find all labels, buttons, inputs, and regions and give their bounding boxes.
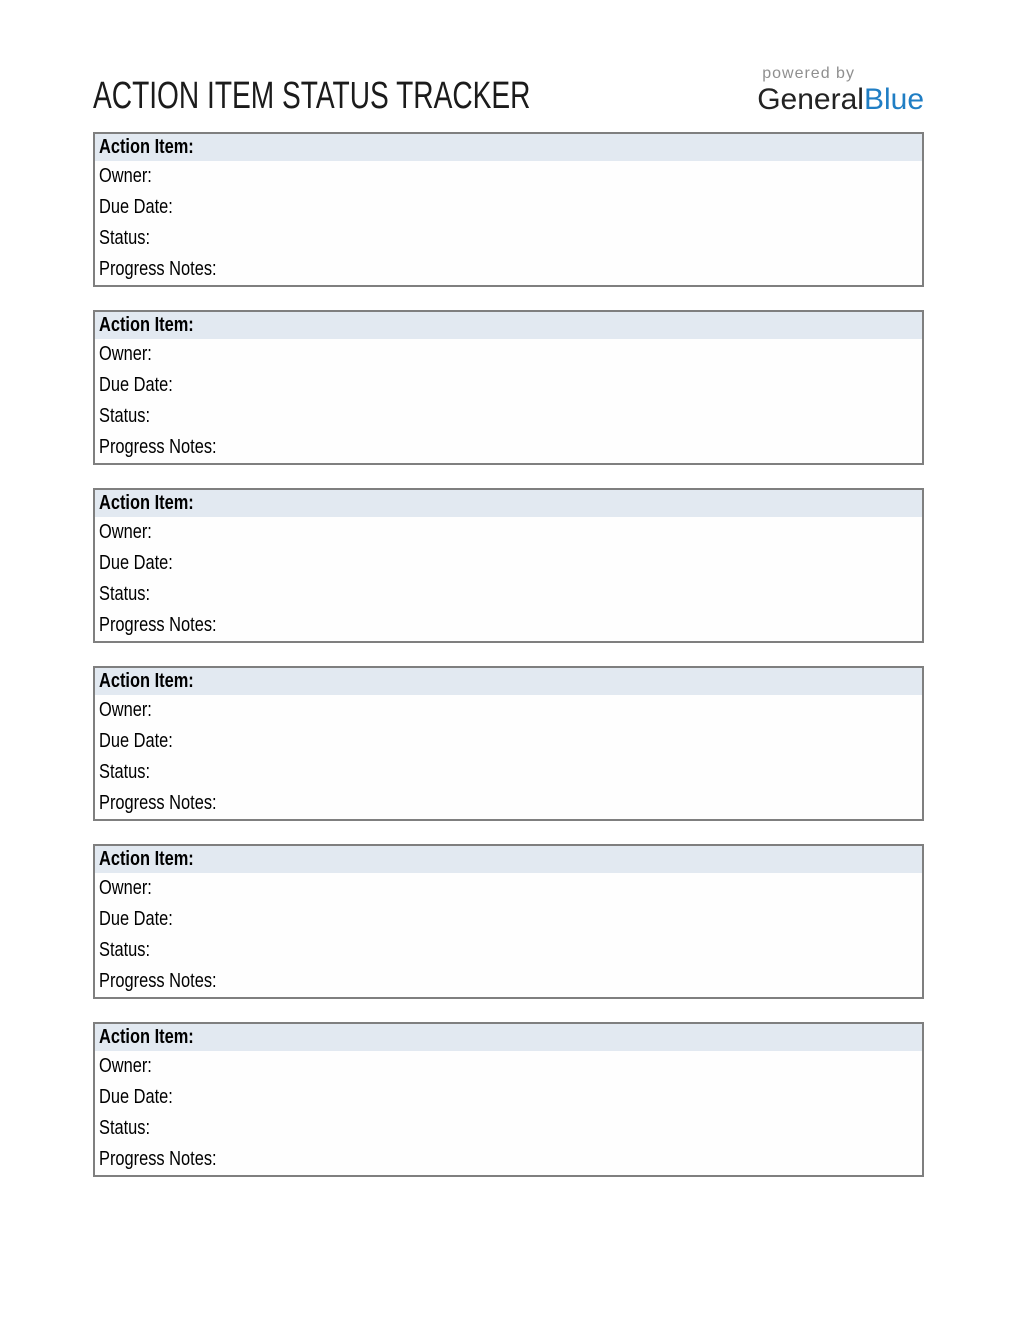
action-item-header	[95, 312, 922, 339]
row-owner	[95, 339, 922, 370]
owner-label: Owner:	[99, 877, 152, 899]
row-progress-notes	[95, 788, 922, 819]
row-due-date	[95, 726, 922, 757]
status-label: Status:	[99, 939, 151, 961]
brand-name-general: General	[757, 83, 864, 116]
progress-notes-label: Progress Notes:	[99, 792, 217, 814]
row-progress-notes	[95, 966, 922, 997]
status-label: Status:	[99, 405, 151, 427]
owner-label: Owner:	[99, 343, 152, 365]
owner-label: Owner:	[99, 699, 152, 721]
action-item-block-1	[93, 132, 924, 287]
row-due-date	[95, 548, 922, 579]
page-title-text: ACTION ITEM STATUS TRACKER	[93, 75, 531, 117]
progress-notes-label: Progress Notes:	[99, 970, 217, 992]
owner-label: Owner:	[99, 521, 152, 543]
due-date-label: Due Date:	[99, 196, 173, 218]
row-owner	[95, 1051, 922, 1082]
row-status	[95, 401, 922, 432]
row-due-date	[95, 904, 922, 935]
progress-notes-label: Progress Notes:	[99, 436, 217, 458]
action-item-label: Action Item:	[99, 670, 194, 692]
owner-label: Owner:	[99, 1055, 152, 1077]
status-label: Status:	[99, 227, 151, 249]
action-item-header	[95, 846, 922, 873]
due-date-label: Due Date:	[99, 374, 173, 396]
row-due-date	[95, 370, 922, 401]
action-item-block-6	[93, 1022, 924, 1177]
owner-label: Owner:	[99, 165, 152, 187]
action-item-label: Action Item:	[99, 314, 194, 336]
action-item-block-2	[93, 310, 924, 465]
row-progress-notes	[95, 254, 922, 285]
due-date-label: Due Date:	[99, 552, 173, 574]
row-owner	[95, 161, 922, 192]
row-status	[95, 1113, 922, 1144]
action-item-header	[95, 1024, 922, 1051]
due-date-label: Due Date:	[99, 908, 173, 930]
action-item-label: Action Item:	[99, 492, 194, 514]
brand-name	[757, 85, 924, 115]
action-item-label: Action Item:	[99, 136, 194, 158]
action-item-label: Action Item:	[99, 1026, 194, 1048]
due-date-label: Due Date:	[99, 730, 173, 752]
action-item-block-4	[93, 666, 924, 821]
row-status	[95, 223, 922, 254]
brand-logo	[757, 66, 924, 118]
row-status	[95, 579, 922, 610]
row-status	[95, 757, 922, 788]
row-status	[95, 935, 922, 966]
action-item-block-5	[93, 844, 924, 999]
status-label: Status:	[99, 761, 151, 783]
powered-by-text: powered by	[762, 65, 855, 82]
progress-notes-label: Progress Notes:	[99, 1148, 217, 1170]
page-title	[93, 74, 684, 118]
action-item-header	[95, 490, 922, 517]
row-due-date	[95, 1082, 922, 1113]
row-progress-notes	[95, 610, 922, 641]
progress-notes-label: Progress Notes:	[99, 614, 217, 636]
row-owner	[95, 695, 922, 726]
action-item-label: Action Item:	[99, 848, 194, 870]
action-item-block-3	[93, 488, 924, 643]
action-item-header	[95, 134, 922, 161]
action-item-header	[95, 668, 922, 695]
masthead	[93, 66, 924, 118]
row-due-date	[95, 192, 922, 223]
status-label: Status:	[99, 1117, 151, 1139]
row-owner	[95, 873, 922, 904]
status-label: Status:	[99, 583, 151, 605]
brand-name-blue: Blue	[863, 83, 924, 116]
progress-notes-label: Progress Notes:	[99, 258, 217, 280]
due-date-label: Due Date:	[99, 1086, 173, 1108]
row-progress-notes	[95, 432, 922, 463]
row-owner	[95, 517, 922, 548]
row-progress-notes	[95, 1144, 922, 1175]
